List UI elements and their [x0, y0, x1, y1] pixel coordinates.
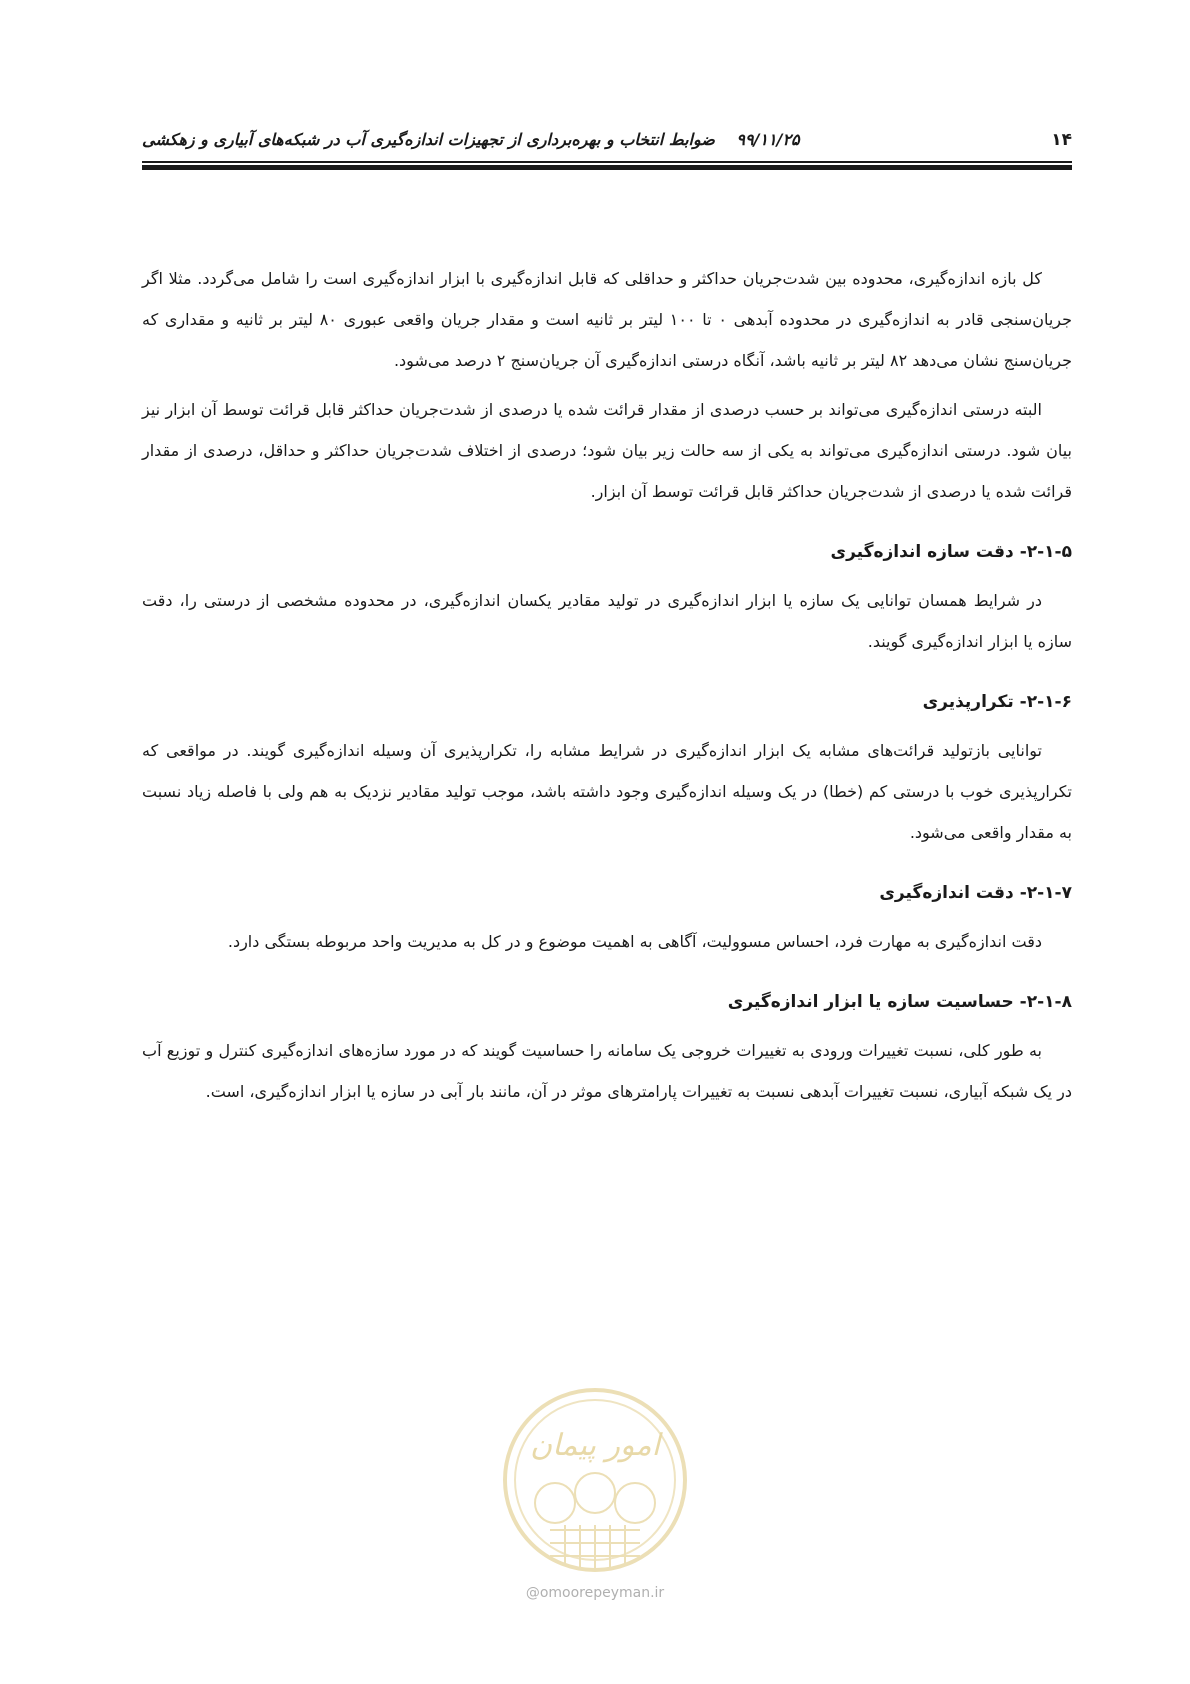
logo-lettering: امور پیمان	[530, 1428, 660, 1463]
section-paragraph: در شرایط همسان توانایی یک سازه یا ابزار اندازه‌گیری در تولید مقادیر یکسان اندازه‌گیری، در محدوده مشخصی از درستی را، دقت سازه یا ابزار اندازه‌گیری گویند.	[142, 591, 1072, 651]
section-heading: ۲-۱-۶- تکرارپذیری	[922, 692, 1072, 712]
running-header	[142, 126, 1072, 156]
header-rule-thin	[142, 161, 1072, 163]
section-paragraph: توانایی بازتولید قرائت‌های مشابه یک ابزار اندازه‌گیری در شرایط مشابه را، تکرارپذیری آن وسیله اندازه‌گیری گویند. در مواقعی که تکرارپذیری خوب با درستی کم (خطا) در یک وسیله اندازه‌گیری وجود داشته باشد، موجب تولید مقادیر نزدیک به هم ولی با فاصله زیاد نسبت به مقدار واقعی می‌شود.	[142, 741, 1072, 842]
header-rule-thick	[142, 165, 1072, 170]
section-paragraph: به طور کلی، نسبت تغییرات ورودی به تغییرات خروجی یک سامانه را حساسیت گویند که در مورد سازه‌های اندازه‌گیری کنترل و توزیع آب در یک شبکه آبیاری، نسبت تغییرات آبدهی نسبت به تغییرات پارامترهای موثر در آن، مانند بار آبی در سازه یا ابزار اندازه‌گیری، است.	[142, 1041, 1072, 1101]
section-paragraph: دقت اندازه‌گیری به مهارت فرد، احساس مسوولیت، آگاهی به اهمیت موضوع و در کل به مدیریت واحد مربوطه بستگی دارد.	[227, 932, 1042, 951]
running-title	[142, 130, 800, 149]
watermark-logo-icon	[500, 1385, 690, 1575]
header-title: ضوابط انتخاب و بهره‌برداری از تجهیزات اندازه‌گیری آب در شبکه‌های آبیاری و زهکشی	[142, 130, 715, 149]
section-heading: ۲-۱-۸- حساسیت سازه یا ابزار اندازه‌گیری	[727, 992, 1072, 1012]
watermark-site: @omoorepeyman.ir	[525, 1585, 665, 1601]
page-body	[142, 258, 1072, 1120]
section-heading: ۲-۱-۷- دقت اندازه‌گیری	[879, 883, 1072, 903]
intro-paragraph-2: البته درستی اندازه‌گیری می‌تواند بر حسب درصدی از مقدار قرائت شده یا درصدی از شدت‌جریان حداکثر قابل قرائت توسط آن ابزار نیز بیان شود. درستی اندازه‌گیری می‌تواند به یکی از سه حالت زیر بیان شود؛ درصدی از اختلاف شدت‌جریان حداکثر و حداقل، درصدی از مقدار قرائت شده یا درصدی از شدت‌جریان حداکثر قابل قرائت توسط آن ابزار.	[142, 400, 1072, 501]
section-heading: ۲-۱-۵- دقت سازه اندازه‌گیری	[830, 542, 1072, 562]
header-date: ۹۹/۱۱/۲۵	[736, 130, 800, 149]
intro-paragraph-1: کل بازه اندازه‌گیری، محدوده بین شدت‌جریان حداکثر و حداقلی که قابل اندازه‌گیری با ابزار اندازه‌گیری است را شامل می‌گردد. مثلا اگر جریان‌سنجی قادر به اندازه‌گیری در محدوده آبدهی ۰ تا ۱۰۰ لیتر بر ثانیه است و مقدار جریان واقعی عبوری ۸۰ لیتر بر ثانیه و مقداری که جریان‌سنج نشان می‌دهد ۸۲ لیتر بر ثانیه باشد، آنگاه درستی اندازه‌گیری آن جریان‌سنج ۲ درصد می‌شود.	[142, 269, 1072, 370]
page-number: ۱۴	[1051, 130, 1072, 150]
